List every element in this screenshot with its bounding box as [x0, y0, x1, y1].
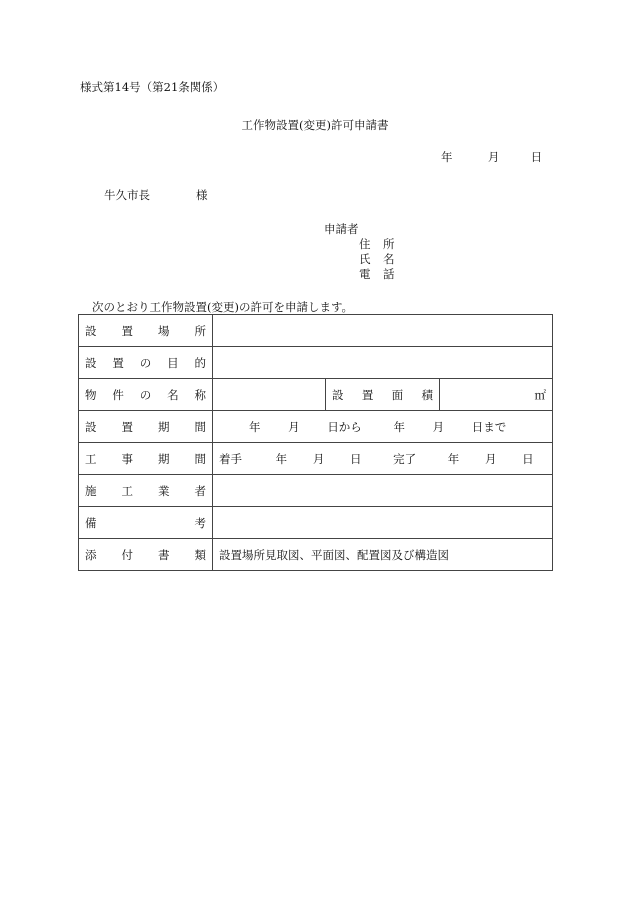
remarks-field[interactable] [213, 507, 553, 539]
location-field[interactable] [213, 315, 553, 347]
application-table [78, 314, 553, 571]
label-area: 設 置 面 積 [326, 379, 440, 411]
table-row [79, 507, 553, 539]
table-row [79, 411, 553, 443]
applicant-address: 住 所 [359, 237, 395, 251]
table-row [79, 347, 553, 379]
date-month: 月 [487, 150, 500, 164]
table-row [79, 539, 553, 571]
attachments-value: 設置場所見取図、平面図、配置図及び構造図 [213, 539, 553, 571]
label-purpose: 設 置 の 目 的 [79, 347, 213, 379]
applicant-phone: 電 話 [359, 267, 395, 281]
table-row [79, 443, 553, 475]
addressee [104, 187, 208, 203]
area-unit: ㎡ [534, 387, 547, 402]
object-name-field[interactable] [213, 379, 326, 411]
purpose-field[interactable] [213, 347, 553, 379]
label-attachments: 添 付 書 類 [79, 539, 213, 571]
applicant-label: 申請者 [324, 222, 359, 236]
install-period-field[interactable]: 年 月 日から 年 月 日まで [213, 411, 553, 443]
label-construction-period: 工 事 期 間 [79, 443, 213, 475]
addressee-name: 牛久市長 [104, 188, 150, 202]
form-number: 様式第14号（第21条関係） [80, 80, 225, 94]
label-contractor: 施 工 業 者 [79, 475, 213, 507]
construction-period-field[interactable]: 着手 年 月 日 完了 年 月 日 [213, 443, 553, 475]
intro-text: 次のとおり工作物設置(変更)の許可を申請します。 [92, 300, 354, 314]
label-remarks: 備 考 [79, 507, 213, 539]
contractor-field[interactable] [213, 475, 553, 507]
document-title: 工作物設置(変更)許可申請書 [241, 118, 389, 132]
date-year: 年 [441, 150, 453, 164]
table-row [79, 315, 553, 347]
honorific: 様 [196, 188, 208, 202]
area-field[interactable] [440, 379, 553, 411]
applicant-name: 氏 名 [359, 252, 395, 266]
label-object-name: 物 件 の 名 称 [79, 379, 213, 411]
label-location: 設 置 場 所 [79, 315, 213, 347]
table-row [79, 475, 553, 507]
date-day: 日 [530, 150, 543, 164]
table-row [79, 379, 553, 411]
label-install-period: 設 置 期 間 [79, 411, 213, 443]
date-line [441, 149, 542, 165]
